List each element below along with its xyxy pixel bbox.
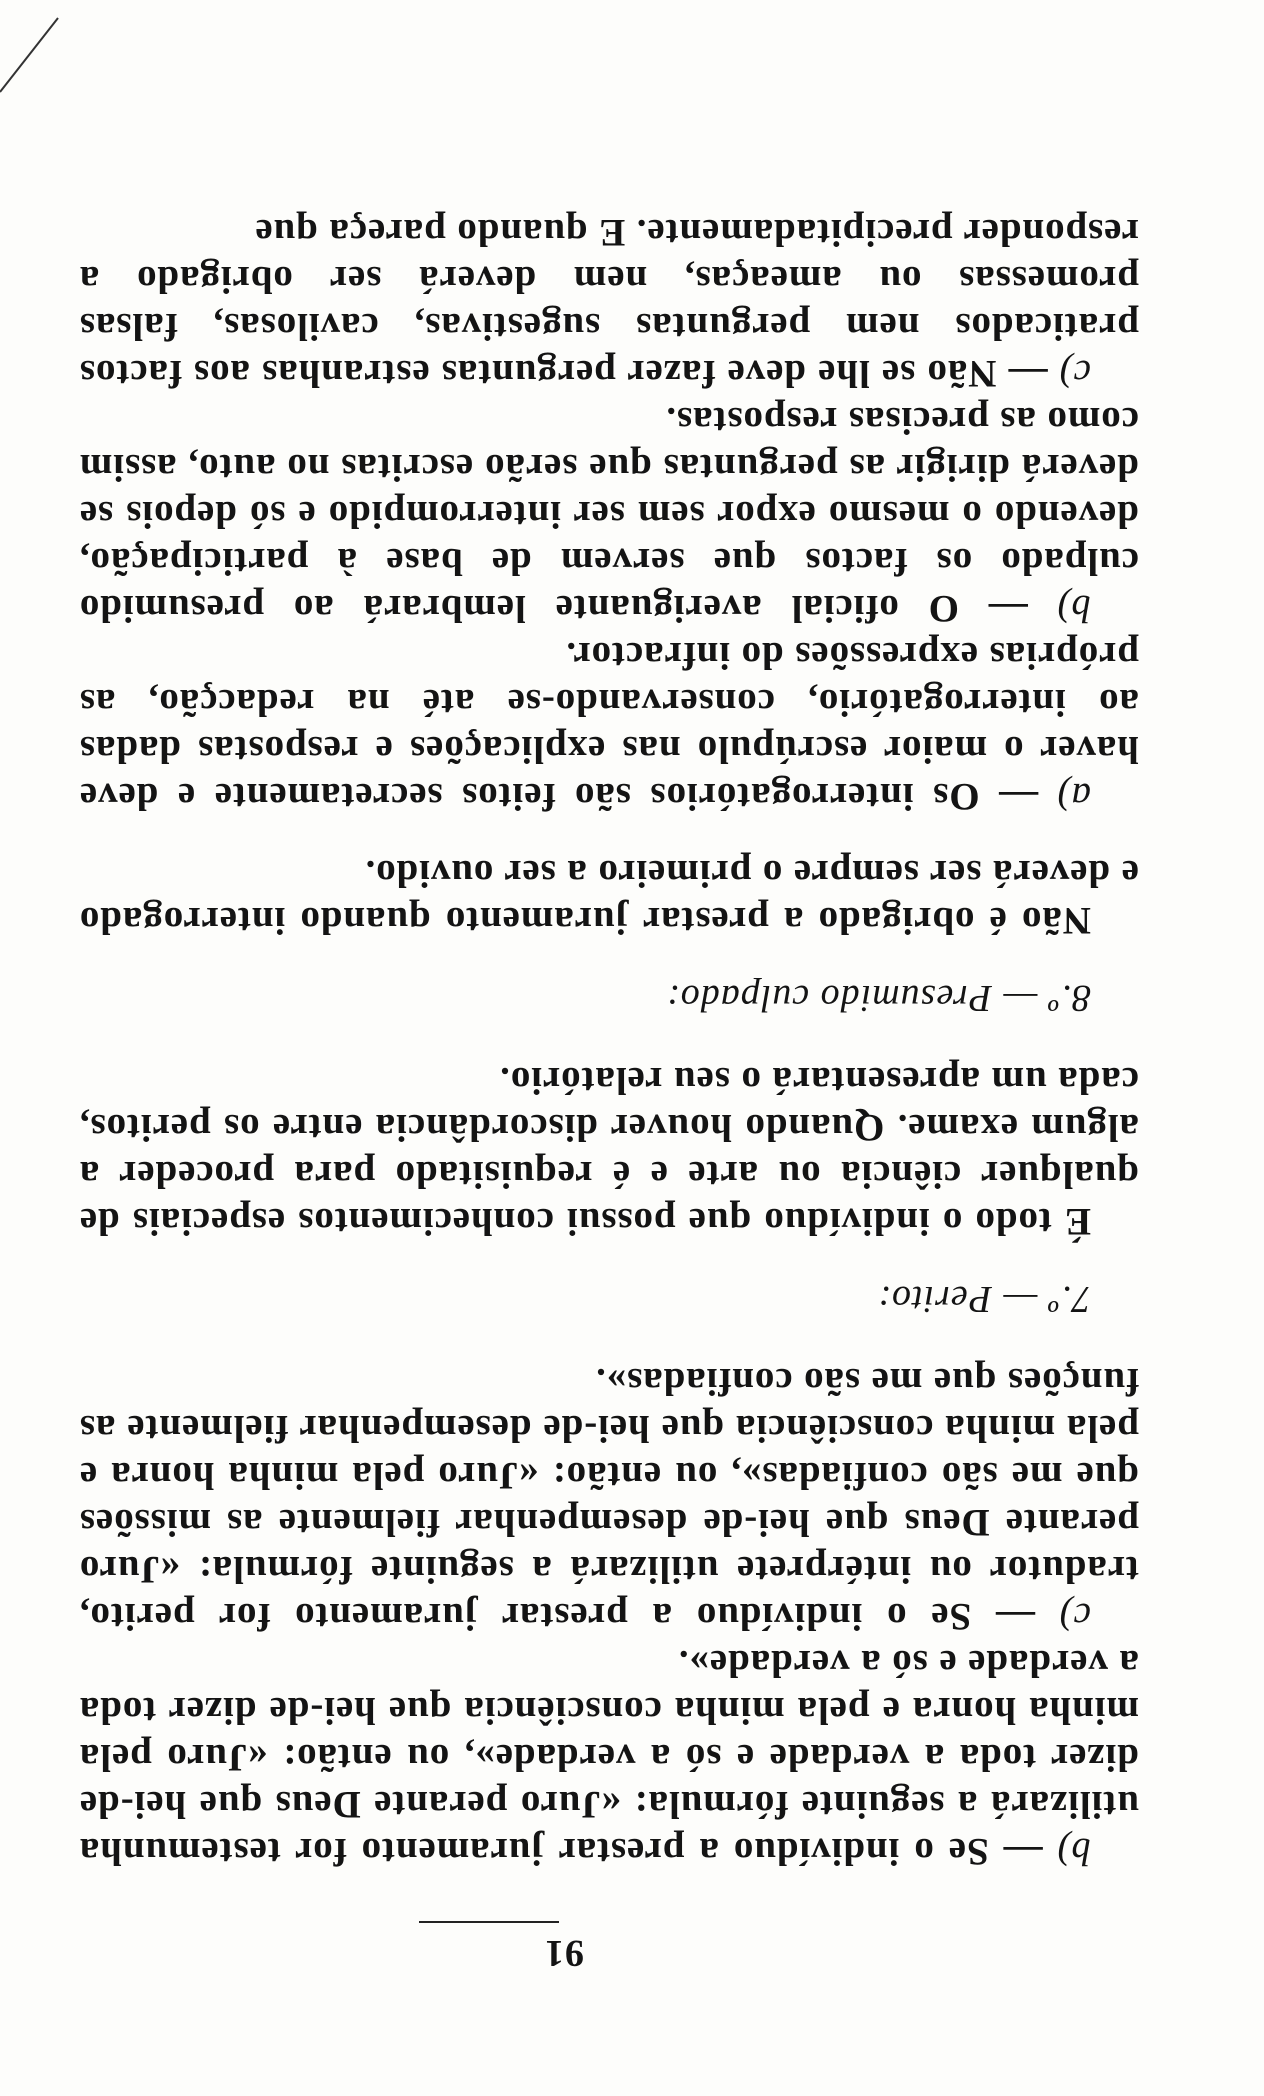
section-7-heading: 7.º — Perito: [877, 1278, 1091, 1320]
section-7-text: É todo o indivíduo que possui conhecimentos especiais de qualquer ciência ou arte e é requisitado para proceder a algum exame. Quando houver discordância entre os peritos, cada um apresentará o seu relatório. [79, 1059, 1139, 1243]
item-c-expert [79, 1358, 1139, 1640]
header-rule [419, 1921, 559, 1923]
item-label: a) [1056, 775, 1091, 818]
page-number: 91 [544, 1932, 584, 1974]
section-8-heading: 8.º — Presumido culpado: [666, 977, 1091, 1019]
item-c-questions [79, 209, 1139, 397]
item-b-officer [79, 397, 1139, 632]
item-b-witness [79, 1640, 1139, 1875]
item-a-interrogation [79, 632, 1139, 820]
item-text: — Não se lhe deve fazer perguntas estranhas aos factos praticados nem perguntas sugestivas, cavilosas, falsas promessas ou ameaças, nem deverá ser obrigado a responder precipitadamente. E quando pareça que [79, 211, 1139, 395]
item-label: c) [1058, 352, 1091, 395]
item-text: — Se o indivíduo a prestar juramento for perito, tradutor ou intérprete utilizará a seguinte fórmula: «Juro perante Deus que hei-de desempenhar fielmente as missões que me são confiadas», ou então: «Juro pela minha honra e pela minha consciência que hei-de desempenhar fielmente as funções que me são confiadas». [79, 1360, 1139, 1638]
page-text [79, 209, 1139, 1976]
item-label: c) [1058, 1595, 1091, 1638]
item-text: — O oficial averiguante lembrará ao presumido culpado os factos que servem de base à participação, devendo o mesmo expor sem ser interrompido e só depois se deverá dirigir as perguntas que serão escritas no auto, assim como as precisas respostas. [79, 399, 1139, 630]
section-8-text: Não é obrigado a prestar juramento quando interrogado e deverá ser sempre o primeiro a ser ouvido. [79, 852, 1139, 942]
item-label: b) [1056, 587, 1091, 630]
item-label: b) [1056, 1830, 1091, 1873]
item-text: — Os interrogatórios são feitos secretamente e deve haver o maior escrúpulo nas explicações e respostas dadas ao interrogatório, conservando-se até na redacção, as próprias expressões do infractor. [79, 634, 1139, 818]
item-text: — Se o indivíduo a prestar juramento for testemunha utilizará a seguinte fórmula: «Juro perante Deus que hei-de dizer toda a verdade e só a verdade», ou então: «Juro pela minha honra e pela minha consciência que hei-de dizer toda a verdade e só a verdade». [79, 1642, 1139, 1873]
